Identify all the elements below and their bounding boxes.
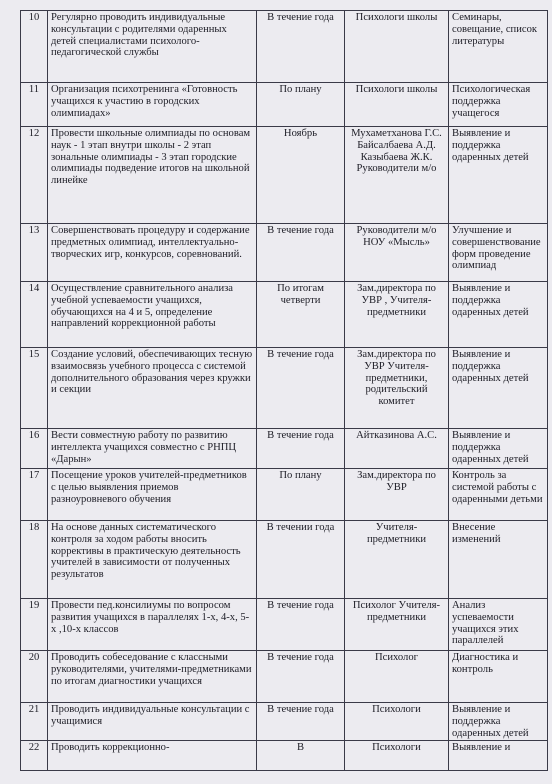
row-number: 16 — [21, 429, 48, 469]
activity-cell: Совершенствовать процедуру и содержание предметных олимпиад, интеллектуально-творческих игр, конкурсов, соревнований. — [48, 224, 257, 282]
responsible-cell: Психологи — [345, 741, 449, 771]
activity-cell: Организация психотренинга «Готовность учащихся к участию в городских олимпиадах» — [48, 83, 257, 127]
table-row — [21, 521, 548, 599]
result-cell: Выявление и поддержка одаренных детей — [449, 348, 548, 429]
date-cell: В течение года — [257, 703, 345, 741]
responsible-cell: Учителя-предметники — [345, 521, 449, 599]
date-cell: В течение года — [257, 651, 345, 703]
responsible-cell: Зам.директора по УВР Учителя-предметники, родительский комитет — [345, 348, 449, 429]
result-cell: Психологическая поддержка учащегося — [449, 83, 548, 127]
row-number: 13 — [21, 224, 48, 282]
table-row — [21, 703, 548, 741]
table-row — [21, 651, 548, 703]
result-cell: Выявление и поддержка одаренных детей — [449, 429, 548, 469]
table-row — [21, 429, 548, 469]
activity-cell: Провести школьные олимпиады по основам наук - 1 этап внутри школы - 2 этап зональные олимпиады - 3 этап городские олимпиады подведение итогов на школьной линейке — [48, 127, 257, 224]
table-row — [21, 282, 548, 348]
date-cell: Ноябрь — [257, 127, 345, 224]
row-number: 20 — [21, 651, 48, 703]
activity-cell: Вести совместную работу по развитию интеллекта учащихся совместно с РНПЦ «Дарын» — [48, 429, 257, 469]
table-row — [21, 599, 548, 651]
table-row — [21, 224, 548, 282]
work-plan-table — [20, 10, 548, 771]
date-cell: В течении года — [257, 521, 345, 599]
table-row — [21, 469, 548, 521]
result-cell: Выявление и поддержка одаренных детей — [449, 127, 548, 224]
responsible-cell: Зам.директора по УВР , Учителя-предметники — [345, 282, 449, 348]
date-cell: По итогам четверти — [257, 282, 345, 348]
table-row — [21, 348, 548, 429]
responsible-cell: Зам.директора по УВР — [345, 469, 449, 521]
date-cell: В течение года — [257, 11, 345, 83]
responsible-cell: Психолог Учителя-предметники — [345, 599, 449, 651]
date-cell: В — [257, 741, 345, 771]
responsible-cell: Психологи школы — [345, 11, 449, 83]
date-cell: В течение года — [257, 599, 345, 651]
table-row — [21, 741, 548, 771]
row-number: 19 — [21, 599, 48, 651]
activity-cell: Проводить собеседование с классными руководителями, учителями-предметниками по итогам диагностики учащихся — [48, 651, 257, 703]
date-cell: В течение года — [257, 224, 345, 282]
table-row — [21, 11, 548, 83]
result-cell: Диагностика и контроль — [449, 651, 548, 703]
result-cell: Выявление и — [449, 741, 548, 771]
date-cell: В течение года — [257, 348, 345, 429]
row-number: 17 — [21, 469, 48, 521]
row-number: 22 — [21, 741, 48, 771]
result-cell: Анализ успеваемости учащихся этих параллелей — [449, 599, 548, 651]
date-cell: По плану — [257, 83, 345, 127]
result-cell: Выявление и поддержка одаренных детей — [449, 703, 548, 741]
row-number: 14 — [21, 282, 48, 348]
activity-cell: Посещение уроков учителей-предметников с целью выявления приемов разноуровневого обучения — [48, 469, 257, 521]
row-number: 18 — [21, 521, 48, 599]
result-cell: Контроль за системой работы с одаренными детьми — [449, 469, 548, 521]
table-row — [21, 127, 548, 224]
activity-cell: Создание условий, обеспечивающих тесную взаимосвязь учебного процесса с системой дополнительного образования через кружки и секции — [48, 348, 257, 429]
responsible-cell: Мухаметханова Г.С. Байсалбаева А.Д. Казыбаева Ж.К. Руководители м/о — [345, 127, 449, 224]
result-cell: Внесение изменений — [449, 521, 548, 599]
date-cell: По плану — [257, 469, 345, 521]
row-number: 21 — [21, 703, 48, 741]
activity-cell: Проводить индивидуальные консультации с учащимися — [48, 703, 257, 741]
table-body — [21, 11, 548, 771]
activity-cell: Регулярно проводить индивидуальные консультации с родителями одаренных детей специалистами психолого-педагогической службы — [48, 11, 257, 83]
result-cell: Выявление и поддержка одаренных детей — [449, 282, 548, 348]
row-number: 10 — [21, 11, 48, 83]
table-row — [21, 83, 548, 127]
responsible-cell: Психологи школы — [345, 83, 449, 127]
responsible-cell: Психолог — [345, 651, 449, 703]
date-cell: В течение года — [257, 429, 345, 469]
activity-cell: Проводить коррекционно- — [48, 741, 257, 771]
activity-cell: Осуществление сравнительного анализа учебной успеваемости учащихся, обучающихся на 4 и 5, определение направлений коррекционной работы — [48, 282, 257, 348]
activity-cell: На основе данных систематического контроля за ходом работы вносить коррективы в практическую деятельность учителей в зависимости от полученных результатов — [48, 521, 257, 599]
row-number: 11 — [21, 83, 48, 127]
row-number: 15 — [21, 348, 48, 429]
result-cell: Улучшение и совершенствование форм проведение олимпиад — [449, 224, 548, 282]
row-number: 12 — [21, 127, 48, 224]
result-cell: Семинары, совещание, список литературы — [449, 11, 548, 83]
responsible-cell: Айтказинова А.С. — [345, 429, 449, 469]
activity-cell: Провести пед.консилиумы по вопросом развития учащихся в параллелях 1-х, 4-х, 5-х ,10-х классов — [48, 599, 257, 651]
responsible-cell: Психологи — [345, 703, 449, 741]
responsible-cell: Руководители м/о НОУ «Мысль» — [345, 224, 449, 282]
